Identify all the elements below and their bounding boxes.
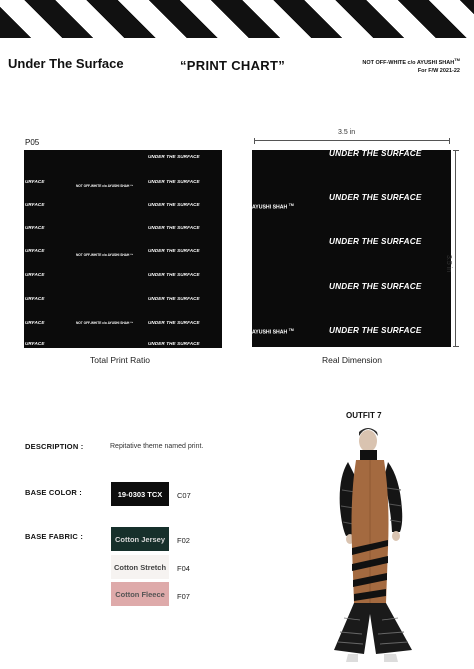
- base-color-swatch: 19-0303 TCX: [111, 482, 169, 506]
- description-label: DESCRIPTION :: [25, 442, 84, 451]
- print-text: URFACE: [25, 179, 45, 184]
- trademark-mark: TM: [454, 57, 460, 62]
- designer-print-text: [252, 203, 294, 211]
- print-text: UNDER THE SURFACE: [329, 237, 422, 246]
- print-code: P05: [25, 138, 40, 147]
- height-dimension-line: [455, 150, 456, 347]
- print-text: UNDER THE SURFACE: [329, 326, 422, 335]
- print-text: URFACE: [25, 320, 45, 325]
- width-dimension-line: [254, 140, 450, 141]
- header-stripe-band: [0, 0, 474, 38]
- height-dimension-label: 3.5 in: [445, 255, 452, 273]
- base-color-label: BASE COLOR :: [25, 488, 82, 497]
- total-print-ratio-panel: [24, 150, 222, 348]
- print-text: UNDER THE SURFACE: [148, 225, 200, 230]
- print-text: UNDER THE SURFACE: [148, 341, 200, 346]
- width-dimension-label: 3.5 in: [338, 129, 356, 136]
- print-text: URFACE: [25, 225, 45, 230]
- print-text: UNDER THE SURFACE: [148, 296, 200, 301]
- page-title: “PRINT CHART”: [180, 58, 286, 73]
- print-text: UNDER THE SURFACE: [148, 202, 200, 207]
- designer-name: AYUSHI SHAH: [252, 204, 288, 211]
- fabric-code: F07: [177, 592, 190, 601]
- fabric-swatch-cotton-stretch: Cotton Stretch: [111, 555, 169, 579]
- print-text: URFACE: [25, 272, 45, 277]
- fabric-swatch-cotton-fleece: Cotton Fleece: [111, 582, 169, 606]
- collab-line-1: NOT OFF-WHITE c/o AYUSHI SHAH: [362, 59, 455, 66]
- collab-print-text: NOT OFF-WHITE c/o AYUSHI SHAH ™: [76, 184, 134, 188]
- fashion-illustration-icon: [300, 418, 450, 668]
- print-text: UNDER THE SURFACE: [148, 248, 200, 253]
- print-text: URFACE: [25, 202, 45, 207]
- designer-name: AYUSHI SHAH: [252, 329, 288, 336]
- print-text: URFACE: [25, 248, 45, 253]
- print-text: UNDER THE SURFACE: [329, 282, 422, 291]
- collaboration-label: [362, 56, 460, 75]
- fabric-code: F04: [177, 564, 190, 573]
- total-print-ratio-caption: Total Print Ratio: [90, 355, 150, 365]
- print-text: UNDER THE SURFACE: [148, 154, 200, 159]
- trademark-mark: TM: [288, 328, 294, 332]
- print-text: UNDER THE SURFACE: [148, 179, 200, 184]
- base-fabric-label: BASE FABRIC :: [25, 532, 84, 541]
- print-text: UNDER THE SURFACE: [329, 193, 422, 202]
- print-text: UNDER THE SURFACE: [148, 272, 200, 277]
- print-text: UNDER THE SURFACE: [148, 320, 200, 325]
- description-text: Repitative theme named print.: [110, 443, 204, 450]
- fabric-swatch-cotton-jersey: Cotton Jersey: [111, 527, 169, 551]
- collection-title: Under The Surface: [8, 56, 124, 71]
- print-text: URFACE: [25, 296, 45, 301]
- designer-print-text: [252, 328, 294, 336]
- collab-print-text: NOT OFF-WHITE c/o AYUSHI SHAH ™: [76, 321, 134, 325]
- fabric-code: F02: [177, 536, 190, 545]
- real-dimension-panel: [252, 150, 451, 347]
- collab-print-text: NOT OFF-WHITE c/o AYUSHI SHAH ™: [76, 253, 134, 257]
- outfit-title: OUTFIT 7: [346, 411, 382, 420]
- real-dimension-caption: Real Dimension: [322, 355, 382, 365]
- base-color-code: C07: [177, 491, 191, 500]
- season-line: For F/W 2021-22: [417, 67, 460, 74]
- trademark-mark: TM: [288, 203, 294, 207]
- print-text: URFACE: [25, 341, 45, 346]
- print-text: UNDER THE SURFACE: [329, 150, 422, 158]
